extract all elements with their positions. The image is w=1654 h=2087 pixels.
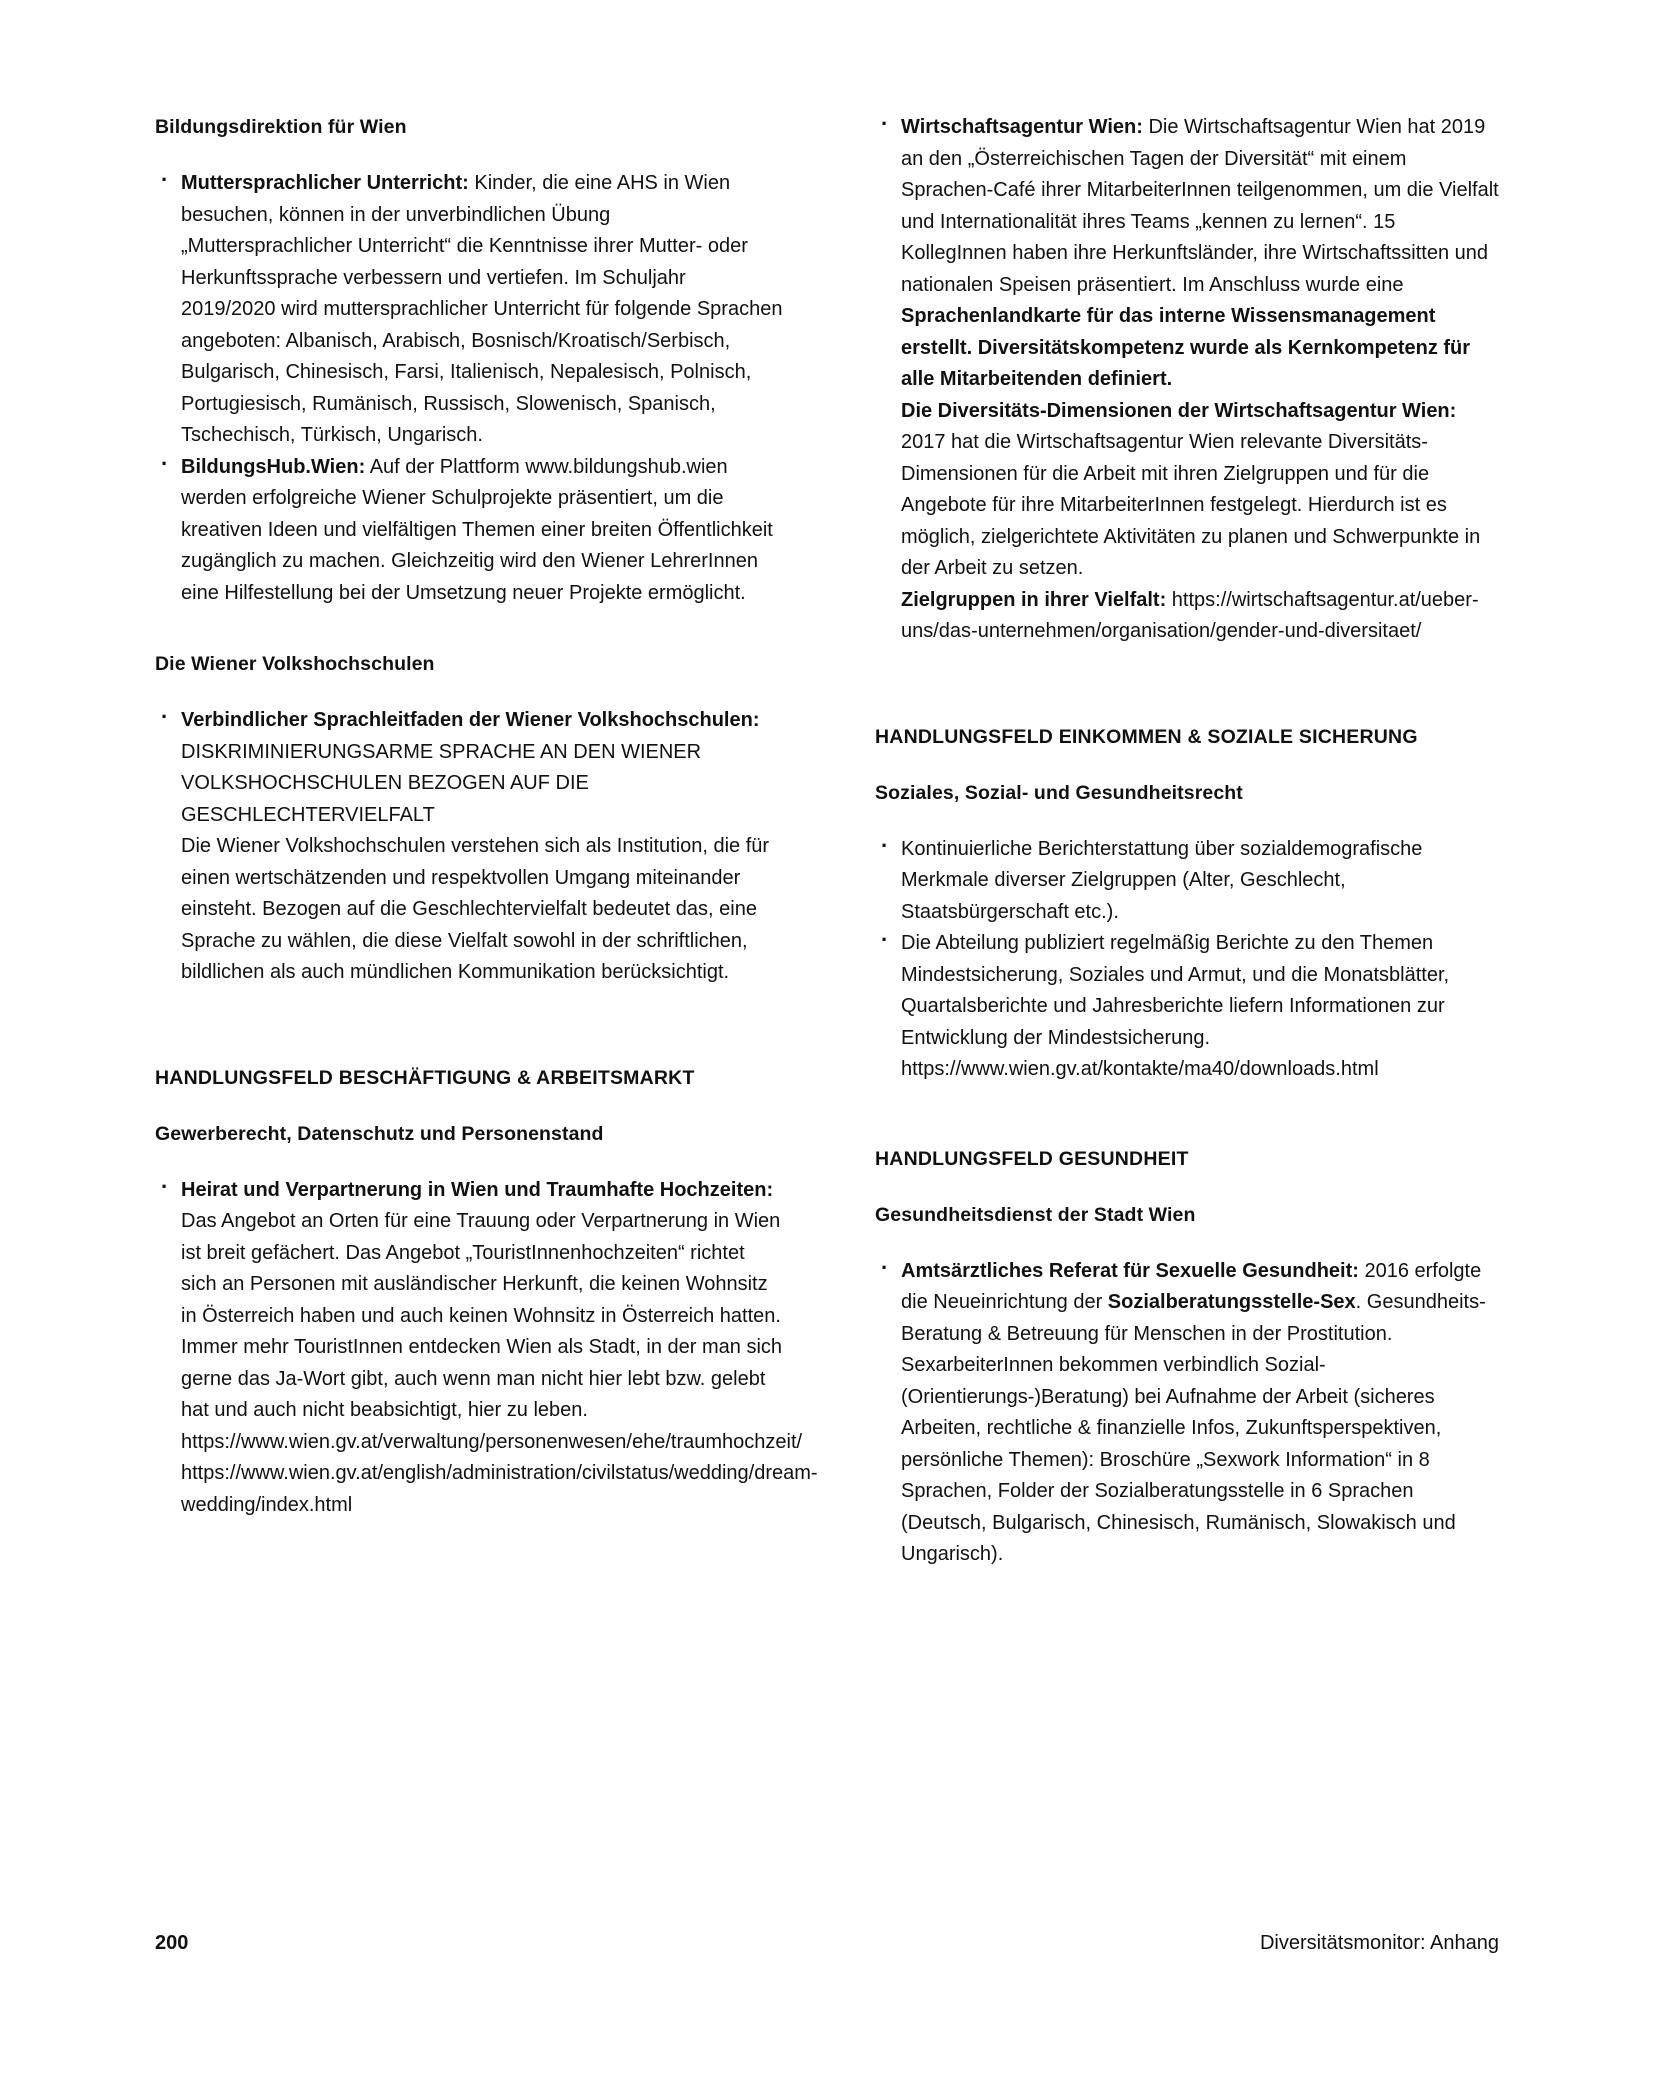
list-item [875, 834, 1503, 929]
footer-title: Diversitätsmonitor: Anhang [1259, 1932, 1499, 1954]
list-item [155, 705, 783, 989]
list-item-text: Die Wirtschaftsagentur Wien hat 2019 an den „Österreichischen Tagen der Diversität“ mit einem Sprachen-Café ihrer MitarbeiterInnen teilgenommen, um die Vielfalt und Internationalität ihres Teams „kennen zu lernen“. 15 KollegInnen haben ihre Herkunftsländer, ihre Wirtschaftssitten und nationalen Speisen präsentiert. Im Anschluss wurde eine [901, 116, 1499, 296]
list-item-text: 2016 erfolgte die Neueinrichtung der [901, 1259, 1482, 1313]
heading-gewerberecht: Gewerberecht, Datenschutz und Personenstand [155, 1122, 604, 1145]
list-item-lead: Wirtschaftsagentur Wien: [901, 116, 1143, 138]
list-item [875, 1256, 1503, 1571]
list-gesundheit [875, 1256, 1503, 1571]
list-item-text: DISKRIMINIERUNGSARME SPRACHE AN DEN WIENER VOLKSHOCHSCHULEN BEZOGEN AUF DIE GESCHLECHTERVIELFALT Die Wiener Volkshochschulen verstehen sich als Institution, die für einen wertschätzenden und respektvollen Umgang miteinander einsteht. Bezogen auf die Geschlechtervielfalt bedeutet das, eine Sprache zu wählen, die diese Vielfalt sowohl in der schriftlichen, bildlichen als auch mündlichen Kommunikation berücksichtigt. [181, 740, 770, 983]
list-item [155, 452, 783, 610]
list-item-lead: Verbindlicher Sprachleitfaden der Wiener Volkshochschulen: [181, 709, 760, 731]
list-item [155, 1175, 818, 1522]
spacer [875, 648, 1503, 722]
right-column [875, 112, 1503, 1571]
spacer [155, 989, 783, 1063]
spacer [875, 1086, 1503, 1144]
list-item-text: Kontinuierliche Berichterstattung über sozialdemografische Merkmale diverser Zielgruppen (Alter, Geschlecht, Staatsbürgerschaft etc.). [901, 837, 1423, 923]
list-soziales [875, 834, 1503, 1086]
list-wirtschaftsagentur [875, 112, 1503, 648]
text-gesundheit-rest: . Gesundheits-Beratung & Betreuung für Menschen in der Prostitution. SexarbeiterInnen bekommen verbindlich Sozial-(Orientierungs-)Beratung) bei Aufnahme der Arbeit (sicheres Arbeiten, rechtliche & finanzielle Infos, Zukunftsperspektiven, persönliche Themen): Broschüre „Sexwork Information“ in 8 Sprachen, Folder der Sozialberatungsstelle in 6 Sprachen (Deutsch, Bulgarisch, Chinesisch, Rumänisch, Slowakisch und Ungarisch). [901, 1291, 1486, 1565]
list-bildungsdirektion [155, 168, 783, 609]
left-column [155, 112, 818, 1571]
list-volkshochschulen [155, 705, 783, 989]
list-item-text: Die Abteilung publiziert regelmäßig Berichte zu den Themen Mindestsicherung, Soziales und Armut, und die Monatsblätter, Quartalsberichte und Jahresberichte liefern Informationen zur Entwicklung der Mindestsicherung. https://www.wien.gv.at/kontakte/ma40/downloads.html [901, 932, 1450, 1080]
page-footer [155, 1932, 1499, 1955]
heading-bildungsdirektion: Bildungsdirektion für Wien [155, 116, 407, 138]
list-gewerberecht [155, 1175, 818, 1522]
two-column-layout [155, 112, 1503, 1571]
list-item-lead: Amtsärztliches Referat für Sexuelle Gesundheit: [901, 1259, 1359, 1282]
heading-handlungsfeld-beschaeftigung: HANDLUNGSFELD BESCHÄFTIGUNG & ARBEITSMARKT [155, 1066, 695, 1089]
emphasis-zielgruppen: Zielgruppen in ihrer Vielfalt: [901, 588, 1167, 611]
list-item-text: Auf der Plattform www.bildungshub.wien werden erfolgreiche Wiener Schulprojekte präsentiert, um die kreativen Ideen und vielfältigen Themen einer breiten Öffentlichkeit zugänglich zu machen. Gleichzeitig wird den Wiener LehrerInnen eine Hilfestellung bei der Umsetzung neuer Projekte ermöglicht. [181, 455, 773, 604]
heading-gesundheitsdienst: Gesundheitsdienst der Stadt Wien [875, 1203, 1196, 1226]
spacer [155, 609, 783, 649]
emphasis-sprachenlandkarte: Sprachenlandkarte für das interne Wissensmanagement erstellt. Diversitätskompetenz wurde als Kernkompetenz für alle Mitarbeitenden definiert. [901, 305, 1471, 390]
heading-handlungsfeld-gesundheit: HANDLUNGSFELD GESUNDHEIT [875, 1147, 1189, 1170]
list-item-text: Das Angebot an Orten für eine Trauung oder Verpartnerung in Wien ist breit gefächert. Das Angebot „TouristInnenhochzeiten“ richtet sich an Personen mit ausländischer Herkunft, die keinen Wohnsitz in Österreich haben und auch keinen Wohnsitz in Österreich hatten. Immer mehr TouristInnen entdecken Wien als Stadt, in der man sich gerne das Ja-Wort gibt, auch wenn man nicht hier lebt bzw. gelebt hat und auch nicht beabsichtigt, hier zu leben. https://www.wien.gv.at/verwaltung/personenwesen/ehe/traumhochzeit/ https://www.wien.gv.at/english/administration/civilstatus/wedding/dream-wedding/index.html [181, 1210, 818, 1516]
text-zielgruppen-url: https://wirtschaftsagentur.at/ueber-uns/das-unternehmen/organisation/gender-und-diversitaet/ [901, 588, 1479, 642]
page-number: 200 [155, 1932, 189, 1954]
heading-handlungsfeld-einkommen: HANDLUNGSFELD EINKOMMEN & SOZIALE SICHERUNG [875, 725, 1418, 748]
text-diversitaets-dimensionen: 2017 hat die Wirtschaftsagentur Wien relevante Diversitäts-Dimensionen für die Arbeit mit ihren Zielgruppen und für die Angebote für ihre MitarbeiterInnen festgelegt. Hierdurch ist es möglich, zielgerichtete Aktivitäten zu planen und Schwerpunkte in der Arbeit zu setzen. [901, 431, 1481, 579]
heading-volkshochschulen: Die Wiener Volkshochschulen [155, 653, 435, 675]
heading-soziales: Soziales, Sozial- und Gesundheitsrecht [875, 781, 1243, 804]
list-item-text: Kinder, die eine AHS in Wien besuchen, können in der unverbindlichen Übung „Muttersprachlicher Unterricht“ die Kenntnisse ihrer Mutter- oder Herkunftssprache verbessern und vertiefen. Im Schuljahr 2019/2020 wird muttersprachlicher Unterricht für folgende Sprachen angeboten: Albanisch, Arabisch, Bosnisch/Kroatisch/Serbisch, Bulgarisch, Chinesisch, Farsi, Italienisch, Nepalesisch, Polnisch, Portugiesisch, Rumänisch, Russisch, Slowenisch, Spanisch, Tschechisch, Türkisch, Ungarisch. [181, 172, 783, 446]
list-item-lead: Heirat und Verpartnerung in Wien und Traumhafte Hochzeiten: [181, 1178, 774, 1201]
list-item-lead: Muttersprachlicher Unterricht: [181, 172, 469, 194]
list-item-lead: BildungsHub.Wien: [181, 455, 366, 478]
list-item [875, 928, 1503, 1086]
list-item [155, 168, 783, 452]
list-item [875, 112, 1503, 648]
emphasis-diversitaets-dimensionen: Die Diversitäts-Dimensionen der Wirtschaftsagentur Wien: [901, 399, 1457, 422]
emphasis-sozialberatungsstelle: Sozialberatungsstelle-Sex [1107, 1291, 1356, 1313]
